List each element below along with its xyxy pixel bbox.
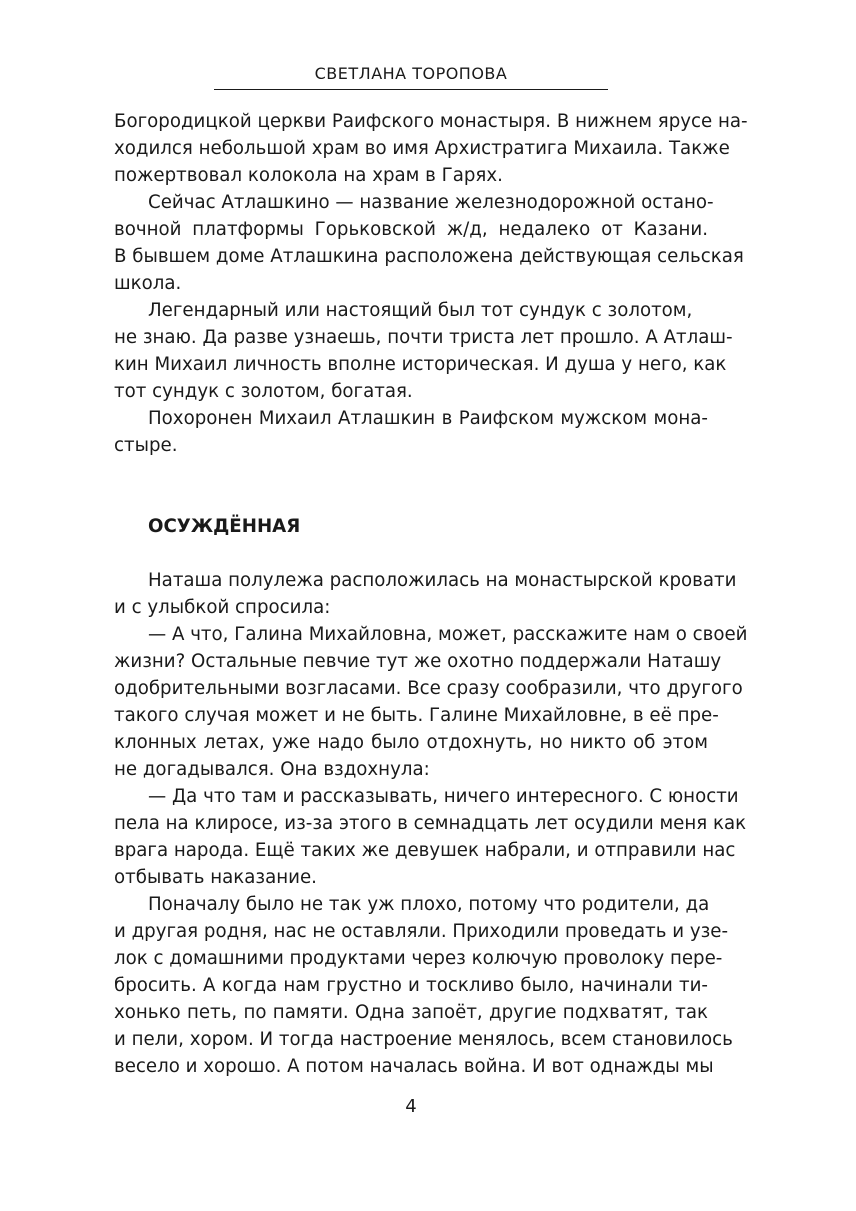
text-line: — А что, Галина Михайловна, может, расскажите нам о своей xyxy=(148,624,748,645)
text-line: не догадывался. Она вздохнула: xyxy=(114,759,430,780)
text-line: и с улыбкой спросила: xyxy=(114,597,331,618)
text-line: отбывать наказание. xyxy=(114,867,317,888)
text-line: Сейчас Атлашкино — название железнодорожной остано- xyxy=(148,192,714,213)
text-line: вочной платформы Горьковской ж/д, недалеко от Казани. xyxy=(114,219,708,240)
text-line: жизни? Остальные певчие тут же охотно поддержали Наташу xyxy=(114,651,722,672)
text-line: весело и хорошо. А потом началась война. И вот однажды мы xyxy=(114,1056,714,1077)
text-line: клонных летах, уже надо было отдохнуть, но никто об этом xyxy=(114,732,708,753)
text-line: такого случая может и не быть. Галине Михайловне, в её пре- xyxy=(114,705,719,726)
text-line: стыре. xyxy=(114,435,178,456)
text-line: Похоронен Михаил Атлашкин в Раифском мужском мона- xyxy=(148,408,708,429)
text-line: бросить. А когда нам грустно и тоскливо было, начинали ти- xyxy=(114,975,708,996)
body-text xyxy=(114,108,748,1080)
text-line: врага народа. Ещё таких же девушек набрали, и отправили нас xyxy=(114,840,736,861)
page-number: 4 xyxy=(405,1096,417,1117)
section-heading: ОСУЖДЁННАЯ xyxy=(148,516,301,537)
text-line: В бывшем доме Атлашкина расположена действующая сельская xyxy=(114,246,744,267)
text-line: тот сундук с золотом, богатая. xyxy=(114,381,413,402)
text-line: Поначалу было не так уж плохо, потому что родители, да xyxy=(148,894,710,915)
text-line: не знаю. Да разве узнаешь, почти триста лет прошло. А Атлаш- xyxy=(114,327,733,348)
text-line: пела на клиросе, из-за этого в семнадцать лет осудили меня как xyxy=(114,813,747,834)
text-line: ходился небольшой храм во имя Архистратига Михаила. Также xyxy=(114,138,730,159)
text-line: Легендарный или настоящий был тот сундук с золотом, xyxy=(148,300,693,321)
running-head: СВЕТЛАНА ТОРОПОВА xyxy=(214,64,608,90)
text-line: Наташа полулежа расположилась на монастырской кровати xyxy=(148,570,737,591)
text-line: и пели, хором. И тогда настроение менялось, всем становилось xyxy=(114,1029,733,1050)
text-line: лок с домашними продуктами через колючую проволоку пере- xyxy=(114,948,723,969)
text-line: — Да что там и рассказывать, ничего интересного. С юности xyxy=(148,786,739,807)
text-line: кин Михаил личность вполне историческая. И душа у него, как xyxy=(114,354,727,375)
text-line: Богородицкой церкви Раифского монастыря. В нижнем ярусе на- xyxy=(114,111,748,132)
text-line: пожертвовал колокола на храм в Гарях. xyxy=(114,165,503,186)
text-line: одобрительными возгласами. Все сразу сообразили, что другого xyxy=(114,678,743,699)
text-line: хонько петь, по памяти. Одна запоёт, другие подхватят, так xyxy=(114,1002,708,1023)
text-line: и другая родня, нас не оставляли. Приходили проведать и узе- xyxy=(114,921,729,942)
text-line: школа. xyxy=(114,273,182,294)
